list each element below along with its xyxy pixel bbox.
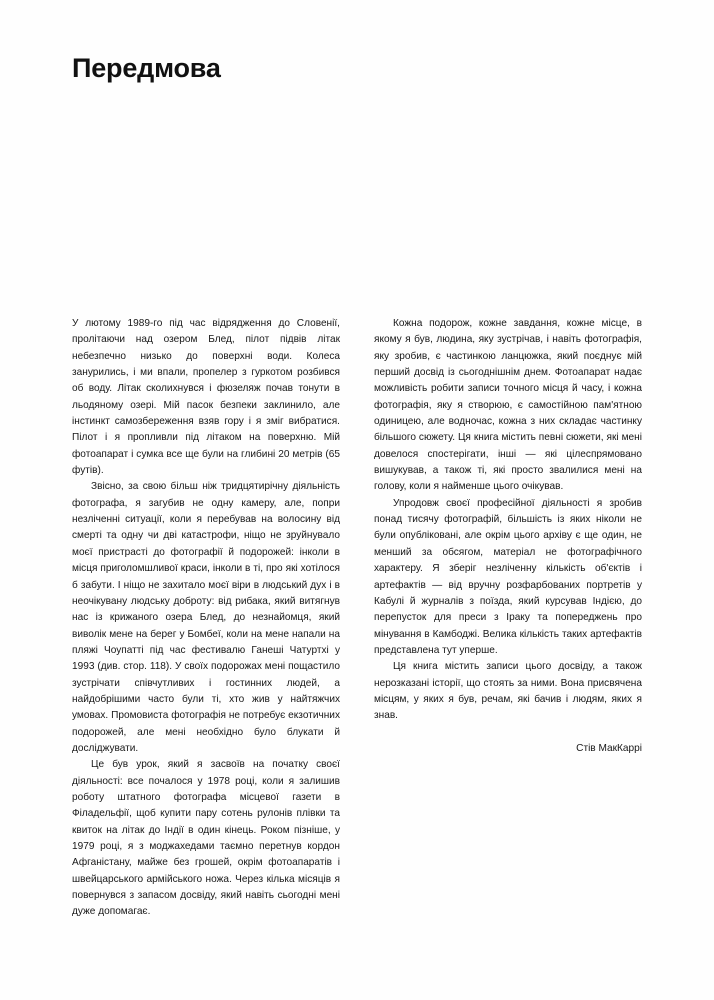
- paragraph: Це був урок, який я засвоїв на початку своєї діяльності: все почалося у 1978 році, коли я залишив роботу штатного фотографа місцевої газети в Філадельфії, щоб купити пару сотень рулонів плівки та квиток на літак до Індії в один кінець. Роком пізніше, у 1979 році, я з моджахедами таємно перетнув кордон Афганістану, майже без грошей, окрім фотоапаратів і швейцарського армійського ножа. Через кілька місяців я повернувся з запасом досвіду, який навіть сьогодні мені дуже допомагає.: [72, 759, 340, 918]
- paragraph: У лютому 1989-го під час відрядження до Словенії, пролітаючи над озером Блед, пілот підвів літак небезпечно низько до поверхні води. Колеса занурились, і ми впали, пропелер з гуркотом розбився об воду. Літак сколихнувся і фюзеляж почав тонути в льодяному озері. Мій пасок безпеки заклинило, але інстинкт самозбереження взяв гору і я зміг вибратися. Пілот і я пропливли під літаком на поверхню. Мій фотоапарат і сумка все ще були на глибині 20 метрів (65 футів).: [72, 318, 340, 477]
- paragraph: Звісно, за свою більш ніж тридцятирічну діяльність фотографа, я загубив не одну камеру, але, попри незліченні ситуації, коли я перебував на волосину від смерті та одну чи дві катастрофи, ніщо не зруйнувало моєї пристрасті до фотографії й подорожей: інколи в місця приголомшливої краси, інколи в ті, про які хотілося б забути. І ніщо не захитало моєї віри в людський дух і в неочікувану людську доброту: від рибака, який витягнув нас із крижаного озера Блед, до незнайомця, який виволік мене на берег у Бомбеї, коли на мене напали на пляжі Чоупатті під час фестивалю Ганеші Чатуртхі у 1993 (див. стор. 118). У своїх подорожах мені пощастило зустрічати співчутливих і гостинних людей, а найдобрішими часто були ті, хто жив у найтяжчих умовах. Промовиста фотографія не потребує екзотичних подорожей, але мені необхідно було блукати й досліджувати.: [72, 481, 340, 754]
- body-columns: [72, 316, 642, 921]
- author-signature: Стів МакКаррі: [576, 742, 642, 754]
- paragraph: Упродовж своєї професійної діяльності я зробив понад тисячу фотографій, більшість із яких ніколи не були опубліковані, але окрім цього архіву є ще один, не менший за обсягом, матеріал не фотографічного характеру. Я зберіг незліченну кількість об'єктів і артефактів — від вручну розфарбованих портретів у Кабулі й журналів з поїзда, який курсував Індією, до перепусток для преси з Іраку та попереджень про мінування в Камбоджі. Велика кількість таких артефактів представлена тут уперше.: [374, 497, 642, 656]
- left-column: [72, 316, 340, 921]
- paragraph: Кожна подорож, кожне завдання, кожне місце, в якому я був, людина, яку зустрічав, і навіть фотографія, яку зробив, є частинкою ланцюжка, який поєднує мій перший досвід із сьогоднішнім днем. Фотоапарат надає можливість робити записи точного місця й часу, і кожна фотографія, яку я створюю, є самостійною пам'ятною одиницею, але водночас, кожна з них складає частинку більшого сюжету. Ця книга містить певні сюжети, які мені довелося спостерігати, інші — які цілеспрямовано вишукував, а також ті, які просто звалилися мені на голову, коли я найменше цього очікував.: [374, 318, 642, 493]
- page-title: Передмова: [72, 53, 221, 84]
- paragraph: Ця книга містить записи цього досвіду, а також нерозказані історії, що стоять за ними. Вона присвячена місцям, у яких я був, речам, які бачив і людям, яких я знав.: [374, 661, 642, 722]
- right-column: [374, 316, 642, 757]
